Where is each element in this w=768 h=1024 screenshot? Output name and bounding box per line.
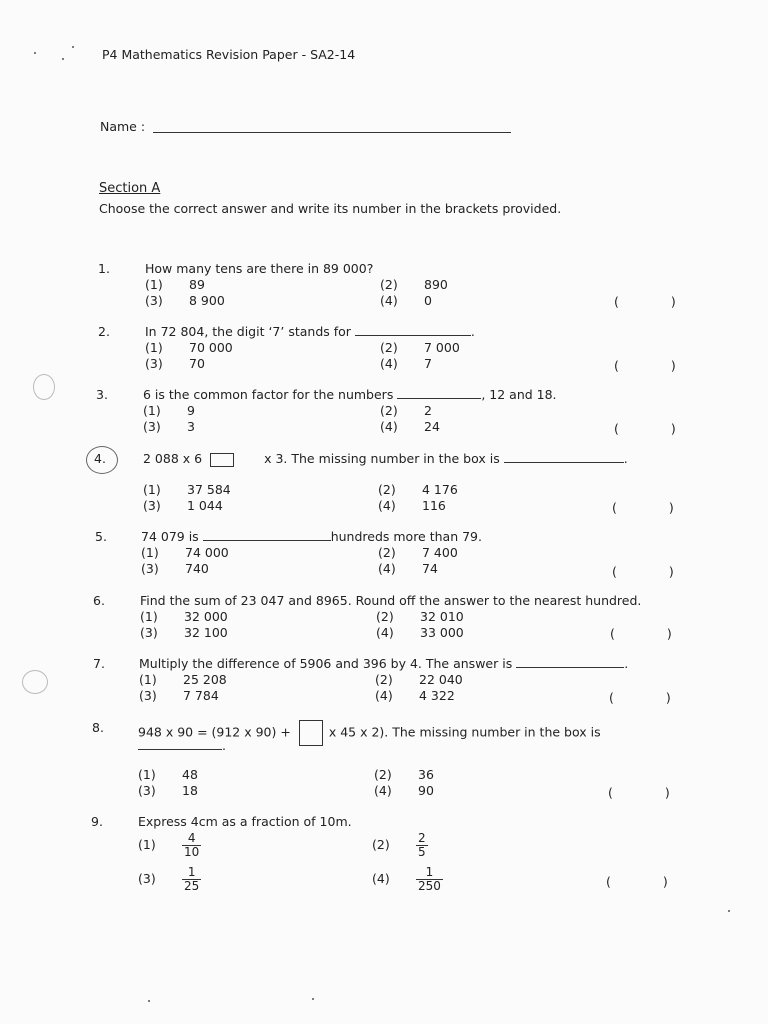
option-4: (4) 90 [374, 783, 434, 798]
option-4: (4) 74 [378, 561, 438, 576]
question-stem: 6 is the common factor for the numbers , 12 and 18. [143, 387, 557, 402]
punch-hole-mark [33, 374, 55, 400]
question-number: 7. [93, 656, 105, 671]
option-2: (2) 890 [380, 277, 448, 292]
option-2: (2) 22 040 [375, 672, 463, 687]
scan-speck [62, 58, 64, 60]
option-3: (3) 7 784 [139, 688, 219, 703]
option-4: (4) 4 322 [375, 688, 455, 703]
option-1: (1) 70 000 [145, 340, 233, 355]
answer-blank[interactable] [138, 739, 222, 750]
answer-bracket[interactable]: ( ) [614, 358, 676, 373]
fraction: $\frac{1}{25}$ [184, 865, 200, 893]
option-2: (2) 7 000 [380, 340, 460, 355]
answer-bracket[interactable]: ( ) [614, 421, 676, 436]
option-4: (4) $\frac{1}{250}$ [372, 865, 441, 893]
option-1: (1) $\frac{4}{10}$ [138, 831, 200, 859]
missing-number-box[interactable] [299, 720, 323, 746]
answer-bracket[interactable]: ( ) [606, 874, 668, 889]
answer-blank[interactable] [355, 325, 471, 336]
answer-bracket[interactable]: ( ) [608, 785, 670, 800]
option-3: (3) 32 100 [140, 625, 228, 640]
question-number: 8. [92, 720, 104, 735]
name-field[interactable] [153, 132, 511, 133]
question-number: 9. [91, 814, 103, 829]
name-label: Name : [100, 119, 146, 134]
question-stem-continued: . [138, 738, 226, 753]
option-1: (1) 37 584 [143, 482, 231, 497]
option-1: (1) 25 208 [139, 672, 227, 687]
question-stem: Find the sum of 23 047 and 8965. Round off the answer to the nearest hundred. [140, 593, 642, 608]
question-stem: In 72 804, the digit ‘7’ stands for . [145, 324, 475, 339]
scan-speck [34, 52, 36, 54]
scan-speck [72, 46, 74, 48]
question-stem: How many tens are there in 89 000? [145, 261, 374, 276]
answer-bracket[interactable]: ( ) [614, 294, 676, 309]
option-3: (3) 3 [143, 419, 195, 434]
option-3: (3) 1 044 [143, 498, 223, 513]
section-heading: Section A [99, 181, 161, 196]
punch-hole-mark [22, 670, 48, 694]
answer-blank[interactable] [504, 452, 624, 463]
option-4: (4) 24 [380, 419, 440, 434]
option-3: (3) 18 [138, 783, 198, 798]
answer-bracket[interactable]: ( ) [610, 626, 672, 641]
option-3: (3) 740 [141, 561, 209, 576]
question-number: 6. [93, 593, 105, 608]
option-2: (2) 2 [380, 403, 432, 418]
answer-bracket[interactable]: ( ) [612, 500, 674, 515]
fraction: $\frac{1}{250}$ [418, 865, 441, 893]
answer-blank[interactable] [516, 657, 624, 668]
option-1: (1) 48 [138, 767, 198, 782]
option-1: (1) 74 000 [141, 545, 229, 560]
option-3: (3) 70 [145, 356, 205, 371]
option-3: (3) $\frac{1}{25}$ [138, 865, 200, 893]
option-2: (2) $\frac{2}{5}$ [372, 831, 426, 859]
answer-bracket[interactable]: ( ) [612, 564, 674, 579]
paper-title: P4 Mathematics Revision Paper - SA2-14 [102, 47, 356, 62]
answer-blank[interactable] [397, 388, 481, 399]
fraction: $\frac{4}{10}$ [184, 831, 200, 859]
question-stem: Express 4cm as a fraction of 10m. [138, 814, 352, 829]
option-3: (3) 8 900 [145, 293, 225, 308]
option-4: (4) 7 [380, 356, 432, 371]
question-number: 5. [95, 529, 107, 544]
question-stem: 2 088 x 6 x 3. The missing number in the box is . [143, 451, 628, 466]
question-number: 1. [98, 261, 110, 276]
scan-speck [148, 1000, 150, 1002]
option-4: (4) 33 000 [376, 625, 464, 640]
question-number: 3. [96, 387, 108, 402]
answer-blank[interactable] [203, 530, 331, 541]
missing-number-box[interactable] [210, 453, 234, 467]
option-1: (1) 32 000 [140, 609, 228, 624]
option-1: (1) 9 [143, 403, 195, 418]
question-stem: Multiply the difference of 5906 and 396 by 4. The answer is . [139, 656, 629, 671]
option-4: (4) 116 [378, 498, 446, 513]
section-instructions: Choose the correct answer and write its number in the brackets provided. [99, 201, 562, 216]
question-stem: 948 x 90 = (912 x 90) + x 45 x 2). The missing number in the box is [138, 720, 601, 746]
option-1: (1) 89 [145, 277, 205, 292]
scan-speck [728, 910, 730, 912]
fraction: $\frac{2}{5}$ [418, 831, 426, 859]
option-2: (2) 7 400 [378, 545, 458, 560]
option-2: (2) 36 [374, 767, 434, 782]
question-number: 4. [94, 451, 106, 466]
scan-speck [312, 998, 314, 1000]
option-2: (2) 4 176 [378, 482, 458, 497]
answer-bracket[interactable]: ( ) [609, 690, 671, 705]
question-number: 2. [98, 324, 110, 339]
question-stem: 74 079 is hundreds more than 79. [141, 529, 482, 544]
option-2: (2) 32 010 [376, 609, 464, 624]
option-4: (4) 0 [380, 293, 432, 308]
